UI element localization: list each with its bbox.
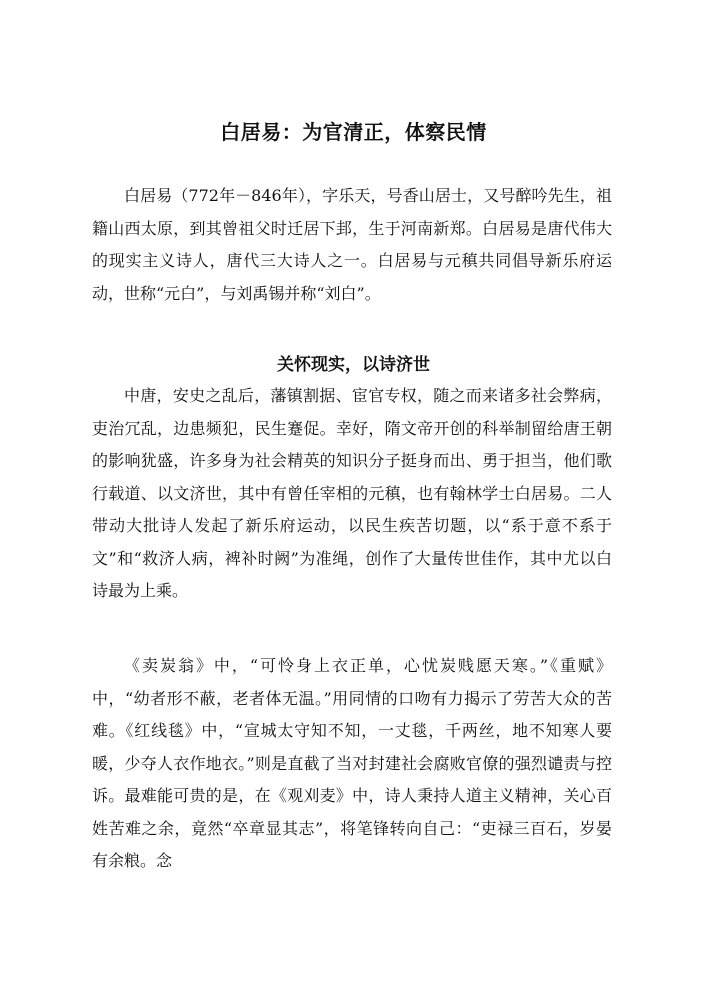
body-paragraph-3: 《卖炭翁》中，“可怜身上衣正单，心忧炭贱愿天寒。”《重赋》中，“幼者形不蔽，老者体无温。”用同情的口吻有力揭示了劳苦大众的苦难。《红线毯》中，“宣城太守知不知，一丈毯，千两丝，地不知寒人要暖，少夺人衣作地衣。”则是直截了当对封建社会腐败官僚的强烈谴责与控诉。最难能可贵的是，在《观刈麦》中，诗人秉持人道主义精神，关心百姓苦难之余，竟然“卒章显其志”，将笔锋转向自己：“吏禄三百石，岁晏有余粮。念: [92, 656, 612, 870]
article-title: 白居易：为官清正，体察民情: [220, 120, 487, 144]
intro-paragraph: 白居易（772年－846年），字乐天，号香山居士，又号醉吟先生，祖籍山西太原，到其曾祖父时迁居下邽，生于河南新郑。白居易是唐代伟大的现实主义诗人，唐代三大诗人之一。白居易与元稹共同倡导新乐府运动，世称“元白”，与刘禹锡并称“刘白”。: [92, 186, 612, 303]
section-heading: 关怀现实，以诗济世: [277, 355, 430, 375]
body-paragraph-2: 中唐，安史之乱后，藩镇割据、宦官专权，随之而来诸多社会弊病，吏治冗乱，边患频犯，民生蹇促。幸好，隋文帝开创的科举制留给唐王朝的影响犹盛，许多身为社会精英的知识分子挺身而出、勇于担当，他们歌行载道、以文济世，其中有曾任宰相的元稹，也有翰林学士白居易。二人带动大批诗人发起了新乐府运动，以民生疾苦切题，以“系于意不系于文”和“救济人病，裨补时阙”为准绳，创作了大量传世佳作，其中尤以白诗最为上乘。: [92, 386, 612, 600]
